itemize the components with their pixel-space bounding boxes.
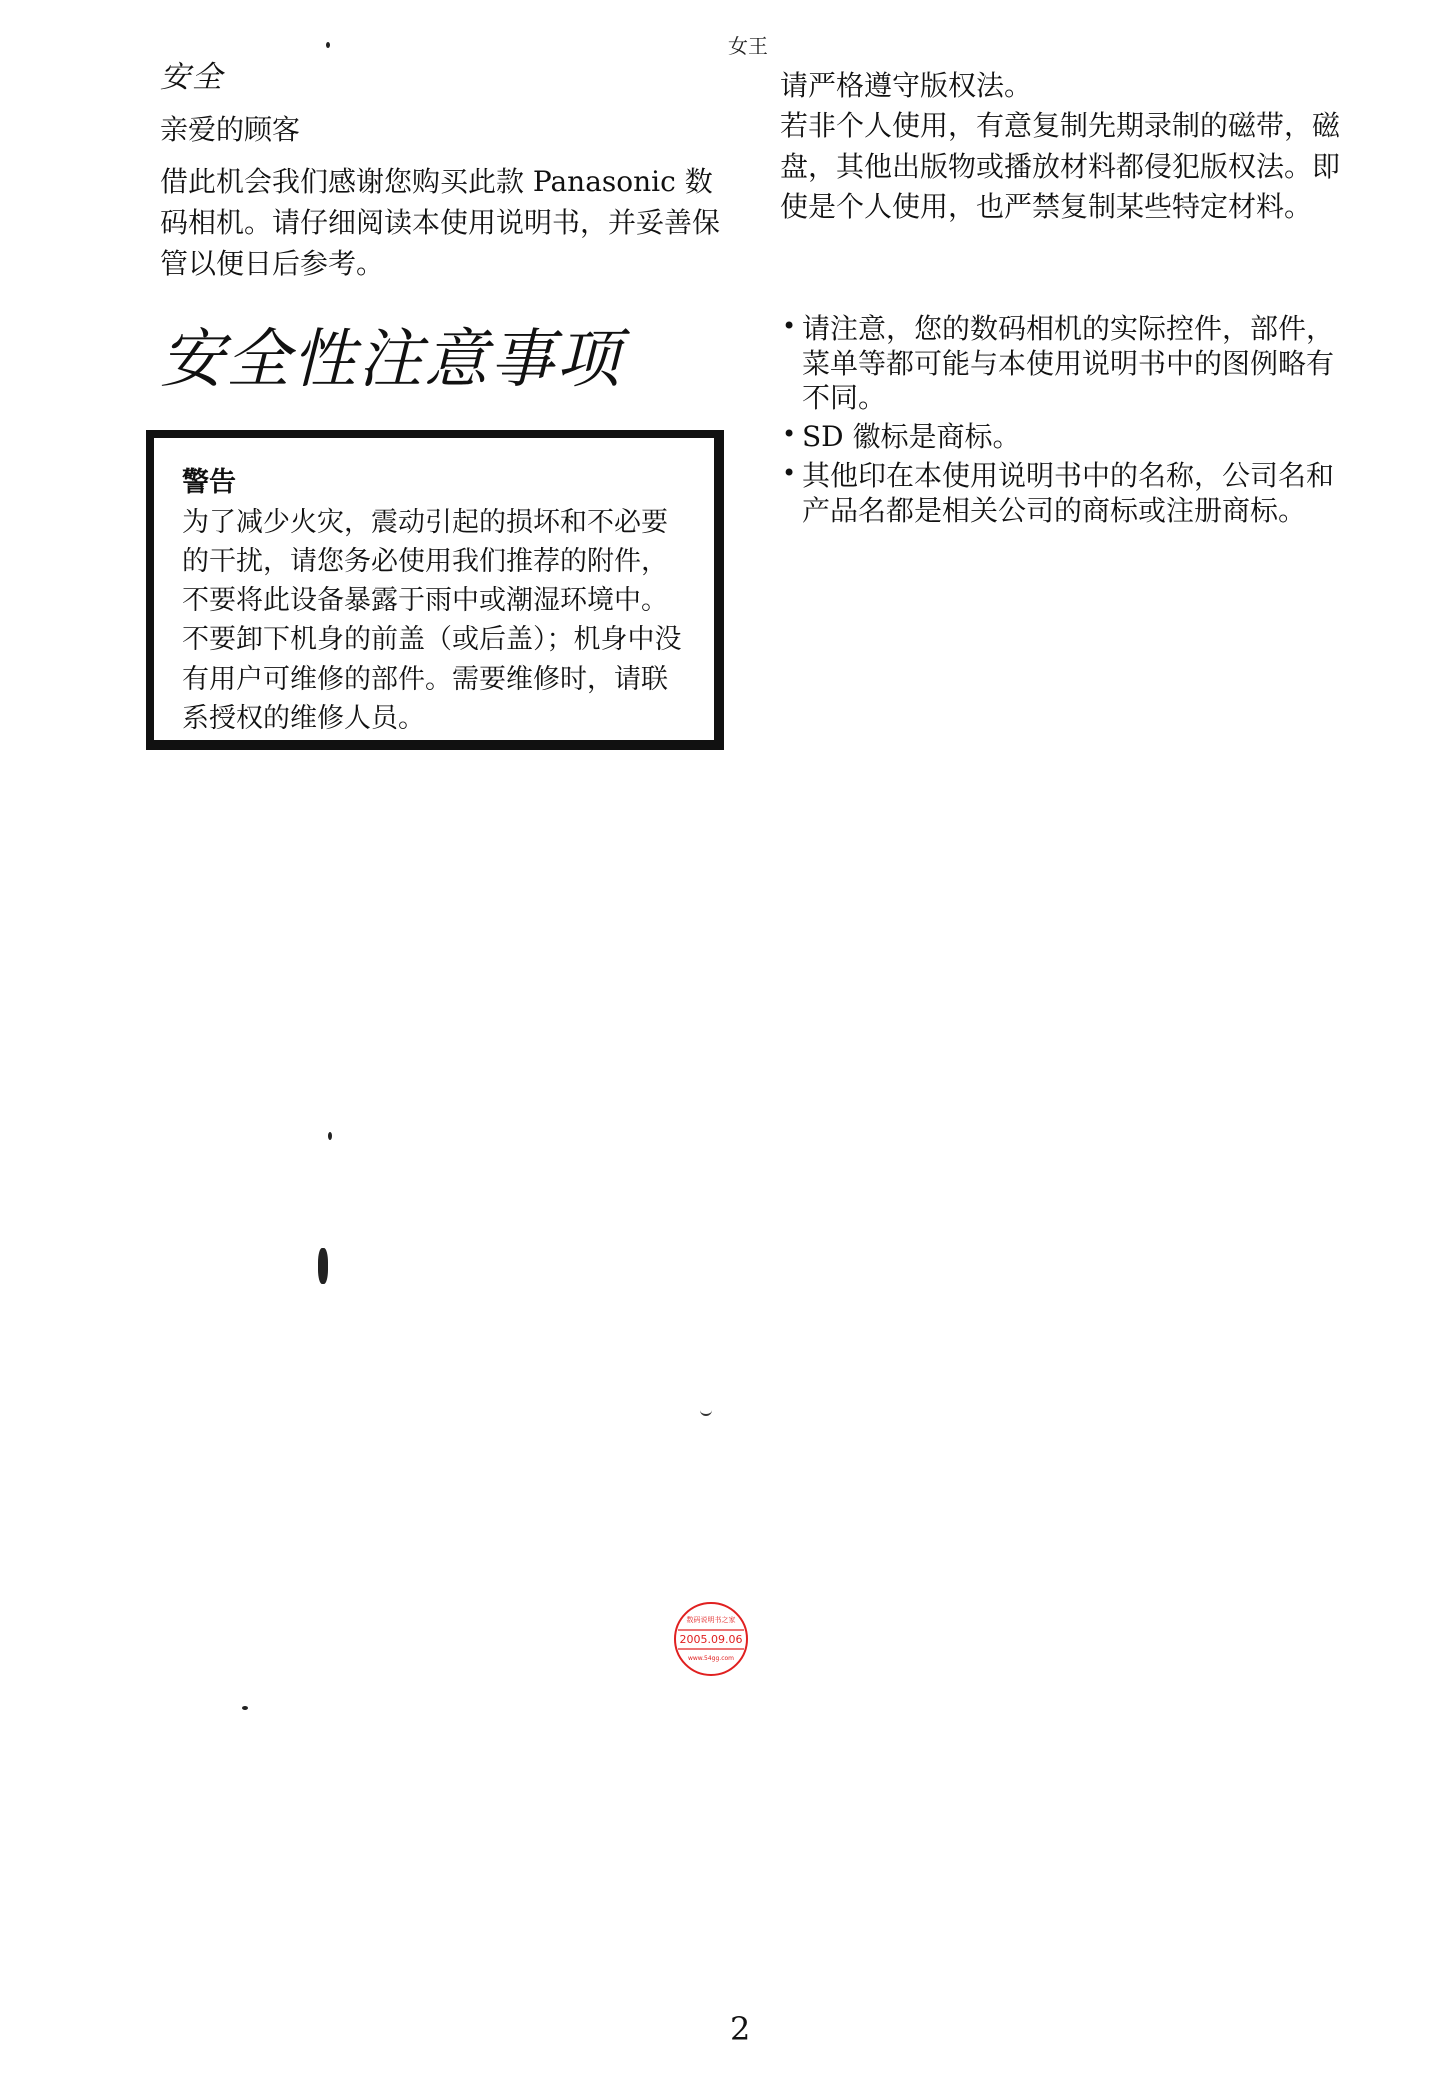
scan-speck <box>326 42 330 48</box>
notes-list <box>780 312 1360 532</box>
scan-speck <box>242 1706 248 1710</box>
list-item <box>780 459 1360 528</box>
bullet-icon: • <box>782 312 797 340</box>
scan-speck <box>700 1410 712 1416</box>
copyright-body: 若非个人使用，有意复制先期录制的磁带，磁盘，其他出版物或播放材料都侵犯版权法。即使是个人使用，也严禁复制某些特定材料。 <box>780 109 1341 223</box>
date-stamp <box>672 1600 750 1678</box>
bullet-icon: • <box>782 420 797 449</box>
greeting: 亲爱的顾客 <box>160 113 301 146</box>
scan-speck <box>328 1132 332 1140</box>
list-item <box>780 312 1360 416</box>
left-column <box>160 52 740 285</box>
intro-paragraph: 借此机会我们感谢您购买此款 Panasonic 数码相机。请仔细阅读本使用说明书，并妥善保管以便日后参考。 <box>160 165 721 280</box>
warning-body: 为了减少火灾，震动引起的损坏和不必要的干扰，请您务必使用我们推荐的附件，不要将此设备暴露于雨中或潮湿环境中。不要卸下机身的前盖（或后盖）；机身中没有用户可维修的部件。需要维修时，请联系授权的维修人员。 <box>182 507 682 734</box>
stamp-date: 2005.09.06 <box>679 1633 743 1646</box>
right-column <box>780 66 1360 227</box>
copyright-title: 请严格遵守版权法。 <box>780 69 1033 102</box>
note-text: SD 徽标是商标。 <box>802 420 1021 454</box>
stamp-top-text: 数码说明书之家 <box>686 1616 736 1624</box>
warning-title: 警告 <box>182 467 236 498</box>
stamp-url: www.54gg.com <box>687 1655 735 1662</box>
safety-heading: 安全性注意事项 <box>160 323 622 397</box>
bullet-icon: • <box>782 458 797 487</box>
note-text: 其他印在本使用说明书中的名称，公司名和产品名都是相关公司的商标或注册商标。 <box>802 458 1335 527</box>
list-item <box>780 420 1360 455</box>
note-text: 请注意，您的数码相机的实际控件，部件，菜单等都可能与本使用说明书中的图例略有不同。 <box>802 312 1335 415</box>
header-mark: 女王 <box>728 34 768 58</box>
section-title: 安全 <box>160 60 224 95</box>
scan-speck <box>318 1248 328 1284</box>
warning-box <box>146 430 724 750</box>
page-number: 2 <box>730 2010 751 2048</box>
